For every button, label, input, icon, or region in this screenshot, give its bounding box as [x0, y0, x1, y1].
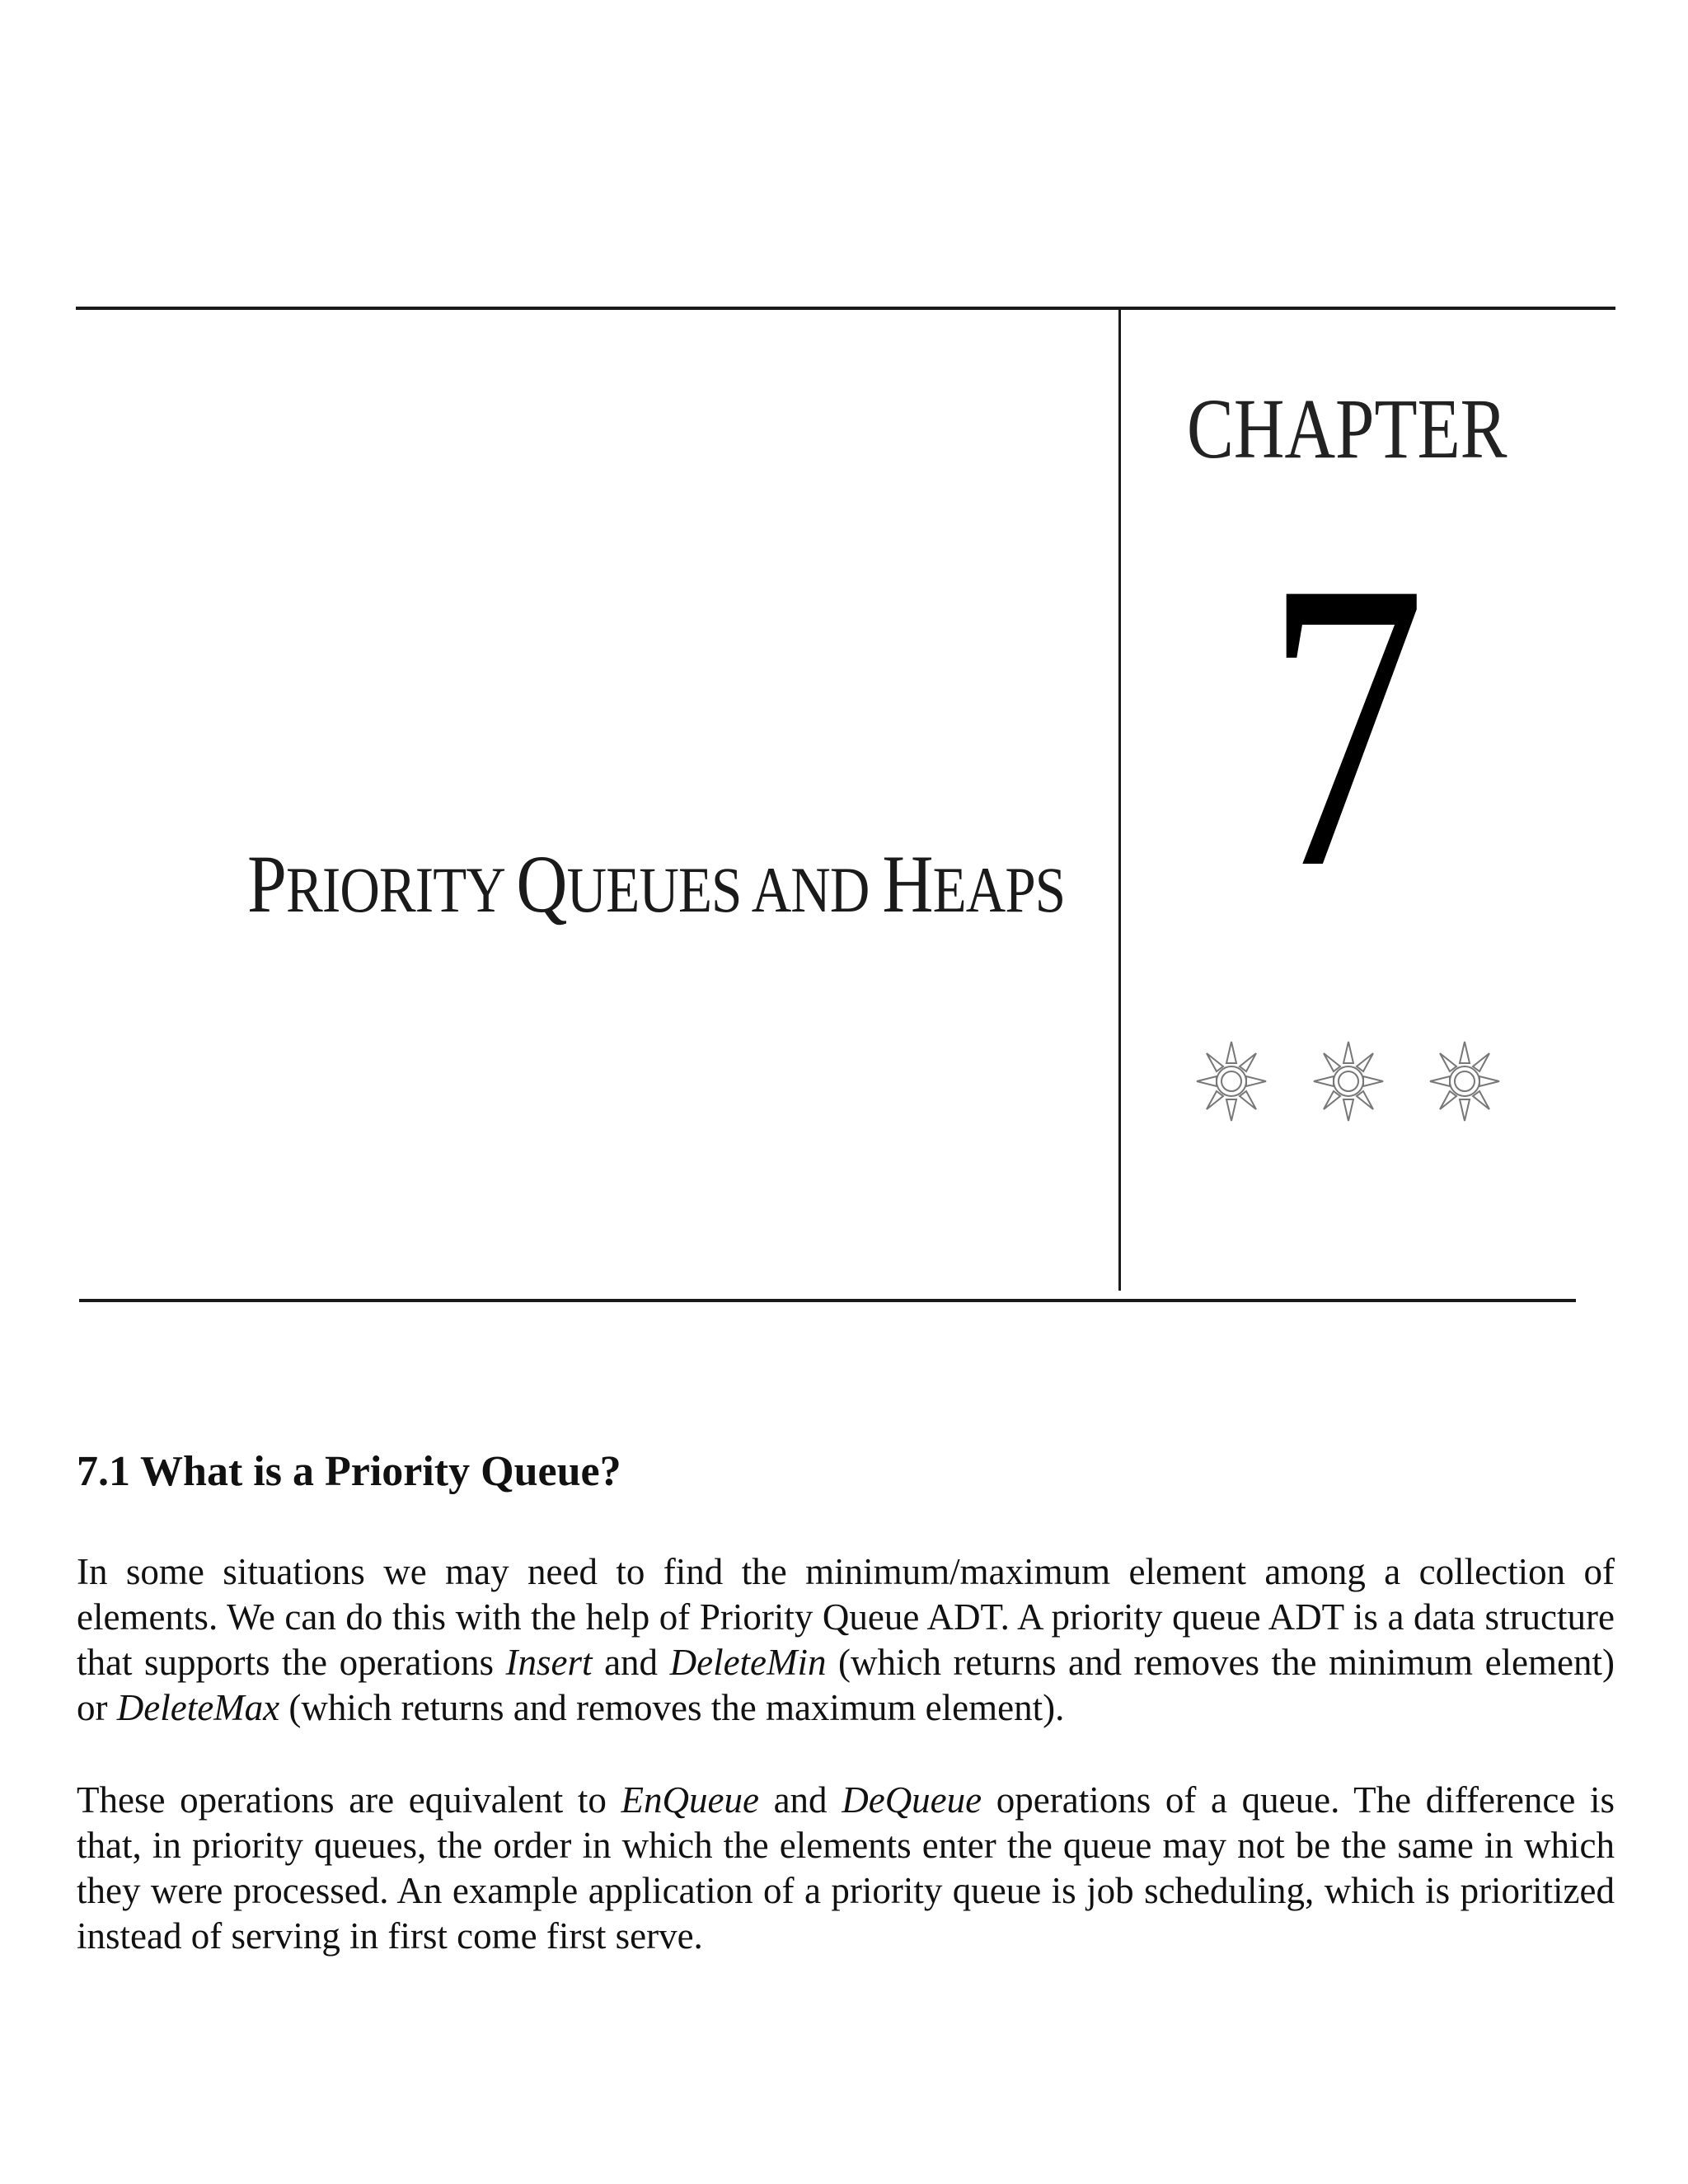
term-insert: Insert: [505, 1642, 593, 1683]
term-dequeue: DeQueue: [842, 1779, 982, 1821]
sun-ornament-icon: [1428, 1040, 1501, 1122]
chapter-title: PRIORITY QUEUES AND HEAPS: [247, 838, 1066, 930]
paragraph-priority-queue-definition: In some situations we may need to find the minimum/maximum element among a collection of elements. We can do this with the help of Priority Queue ADT. A priority queue ADT is a data structure that supports the operations Insert and DeleteMin (which returns and removes the minimum element) or DeleteMax (which returns and removes the maximum element).: [77, 1551, 1615, 1728]
sun-ornament-icon: [1312, 1040, 1385, 1122]
chapter-label: CHAPTER: [1187, 382, 1507, 476]
chapter-number: 7: [1265, 497, 1426, 954]
paragraph-queue-comparison: These operations are equivalent to EnQueue and DeQueue operations of a queue. The difference is that, in priority queues, the order in which the elements enter the queue may not be the same in which they were processed. An example application of a priority queue is job scheduling, which is prioritized instead of serving in first come first serve.: [77, 1779, 1615, 1957]
term-delete-max: DeleteMax: [116, 1687, 280, 1728]
vertical-divider: [1118, 307, 1121, 1291]
term-delete-min: DeleteMin: [669, 1642, 827, 1683]
section-heading: 7.1 What is a Priority Queue?: [77, 1448, 621, 1495]
bottom-rule: [79, 1299, 1576, 1302]
term-enqueue: EnQueue: [621, 1779, 759, 1821]
sun-ornament-icon: [1195, 1040, 1268, 1122]
top-rule: [76, 307, 1615, 310]
